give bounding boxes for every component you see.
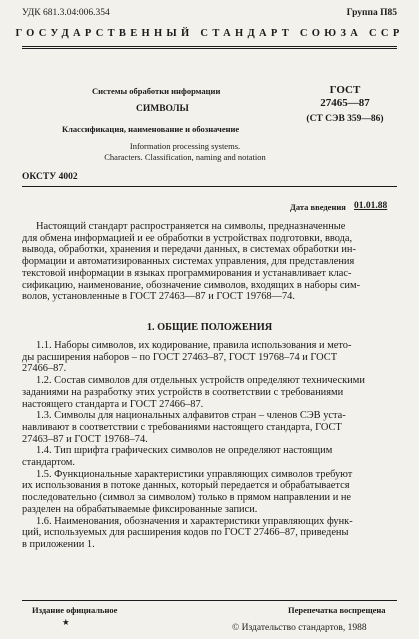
intro-paragraph — [22, 221, 397, 303]
official-edition: Издание официальное — [32, 605, 118, 615]
gost-label: ГОСТ — [329, 84, 361, 96]
clause-line: 27466–87. — [22, 363, 67, 375]
section-body — [22, 340, 397, 551]
systems-title: Системы обработки информации — [92, 86, 221, 96]
english-title — [80, 141, 290, 162]
intro-line: формации и автоматизированных системах управления, для представления — [22, 256, 355, 268]
copyright-notice: © Издательство стандартов, 1988 — [232, 623, 367, 633]
intro-line: сификацию, наименование, обозначение символов, входящих в наборы сим- — [22, 279, 361, 291]
clause-line: заданиями на разработку этих устройств в соответствии с требованиями — [22, 386, 344, 398]
english-title-line-1: Information processing systems. — [129, 141, 241, 151]
clause-line: 1.1. Наборы символов, их кодирование, правила использования и мето- — [36, 340, 352, 351]
middle-divider — [22, 186, 397, 187]
top-divider — [22, 46, 397, 47]
clause-line: последовательно (символ за символом) только в прямом направлении и не — [22, 492, 352, 504]
clause-line: стандартом. — [22, 457, 75, 469]
state-standard-banner: ГОСУДАРСТВЕННЫЙ СТАНДАРТ СОЮЗА ССР — [15, 28, 404, 39]
st-sev-number: (СТ СЭВ 359—86) — [306, 114, 384, 124]
clause-line: 27463–87 и ГОСТ 19768–74. — [22, 433, 148, 445]
intro-line: вывода, обработки, хранения и передачи данных, в системах обработки ин- — [22, 244, 356, 256]
group-code: Группа П85 — [346, 8, 397, 18]
clause-line: ды расширения наборов – по ГОСТ 27463–87, ГОСТ 19768–74 и ГОСТ — [22, 351, 338, 363]
section-title: 1. ОБЩИЕ ПОЛОЖЕНИЯ — [146, 322, 273, 333]
symbols-title: СИМВОЛЫ — [136, 104, 189, 114]
effective-date-label: Дата введения — [290, 202, 346, 212]
clause-line: 1.3. Символы для национальных алфавитов стран – членов СЭВ уста- — [36, 410, 346, 422]
intro-line: текстовой информации в языках программирования и устанавливает клас- — [22, 267, 352, 279]
top-divider-second — [22, 48, 397, 49]
gost-number: 27465—87 — [320, 97, 370, 109]
effective-date: 01.01.88 — [354, 201, 388, 211]
reprint-prohibited: Перепечатка воспрещена — [288, 605, 386, 615]
footer-divider — [22, 600, 397, 601]
clause-line: навливают в соответствии с требованиями настоящего стандарта, ГОСТ — [22, 421, 342, 433]
gost-designation — [290, 84, 400, 126]
clause-line: разделен на обрабатываемые фиксированные записи. — [22, 503, 258, 515]
english-title-line-2: Characters. Classification, naming and notation — [104, 151, 266, 162]
clause-line: настоящего стандарта и ГОСТ 27466–87. — [22, 398, 204, 410]
intro-line: Настоящий стандарт распространяется на символы, предназначенные — [36, 221, 346, 232]
clause-line: ций, используемых для расширения кодов по ГОСТ 27466–87, приведены — [22, 527, 349, 539]
classification-title: Классификация, наименование и обозначение — [62, 124, 240, 134]
clause-line: 1.2. Состав символов для отдельных устройств определяют техническими — [36, 375, 365, 387]
clause-line: 1.5. Функциональные характеристики управляющих символов требуют — [36, 468, 353, 480]
clause-line: их использования в потоке данных, который передается и обрабатывается — [22, 480, 350, 492]
intro-line: волов, установленные в ГОСТ 27463—87 и ГОСТ 19768—74. — [22, 291, 295, 303]
clause-line: 1.6. Наименования, обозначения и характеристики управляющих функ- — [36, 515, 353, 527]
clause-line: в приложении 1. — [22, 538, 95, 550]
intro-line: для обмена информацией и ее обработки в устройствах подготовки, ввода, — [22, 232, 353, 244]
clause-line: 1.4. Тип шрифта графических символов не определяют настоящим — [36, 445, 333, 457]
star-mark: ★ — [62, 617, 70, 627]
okstu-code: ОКСТУ 4002 — [22, 172, 78, 182]
udk-code: УДК 681.3.04:006.354 — [22, 8, 110, 18]
